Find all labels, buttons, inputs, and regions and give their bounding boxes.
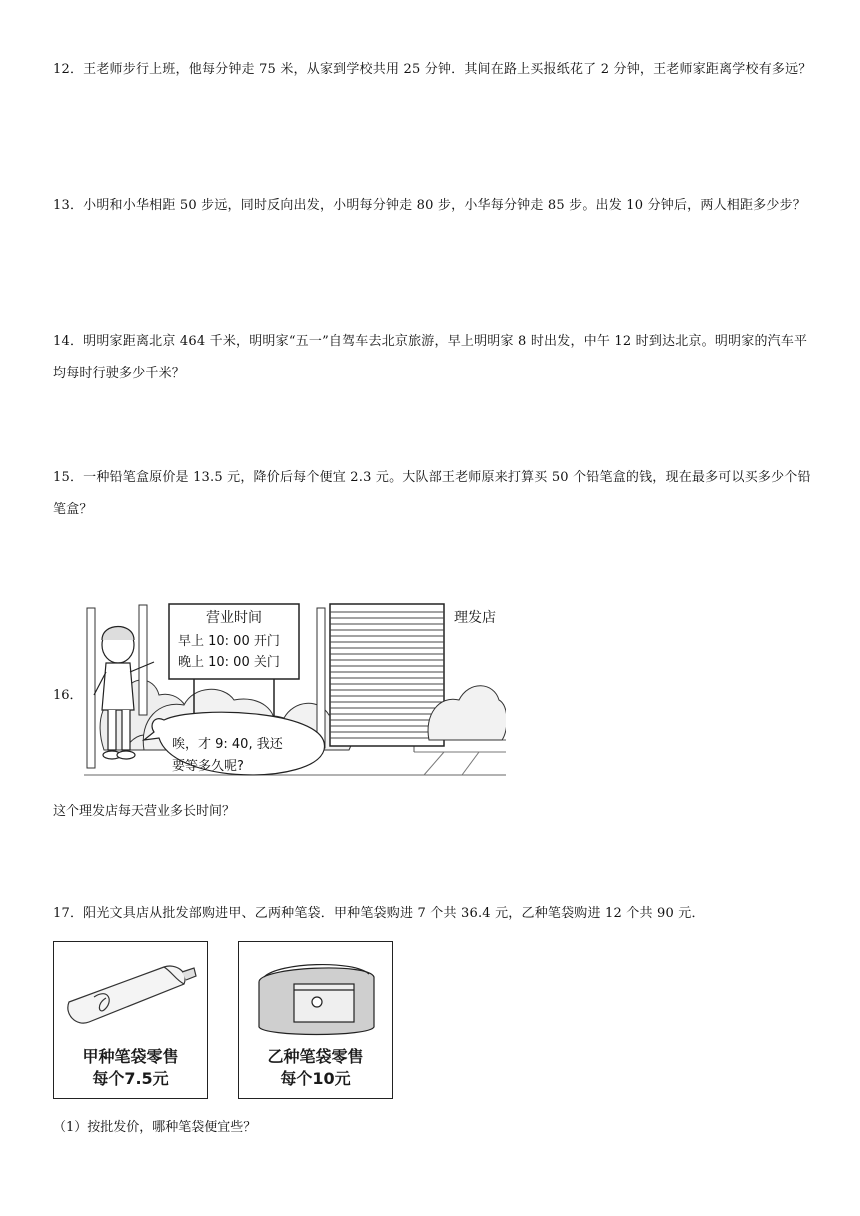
- question-16-number: 16．: [53, 688, 83, 703]
- bubble-line-1: 唉，才 9: 40, 我还: [172, 737, 283, 752]
- bag-a-caption-line1: 甲种笔袋零售: [82, 1047, 179, 1066]
- bag-a-caption-line2: 每个7.5元: [92, 1069, 169, 1088]
- question-14: 14．明明家距离北京 464 千米，明明家“五一”自驾车去北京旅游，早上明明家 8 时出发，中午 12 时到达北京。明明家的汽车平均每时行驶多少千米？: [53, 334, 808, 381]
- shop-shutter: [330, 604, 444, 746]
- question-12: 12．王老师步行上班，他每分钟走 75 米，从家到学校共用 25 分钟．其间在路上买报纸花了 2 分钟，王老师家距离学校有多远？: [53, 62, 812, 77]
- question-17-sub-1: （1）按批发价，哪种笔袋便宜些？: [53, 1120, 257, 1135]
- bag-b-caption-line1: 乙种笔袋零售: [267, 1047, 364, 1066]
- pencil-bag-b-card: [238, 941, 393, 1099]
- sign-close-time: 晚上 10: 00 关门: [178, 655, 280, 670]
- question-13: 13．小明和小华相距 50 步远，同时反向出发，小明每分钟走 80 步，小华每分钟走 85 步。出发 10 分钟后，两人相距多少步？: [53, 198, 806, 213]
- shop-label: 理发店: [454, 610, 496, 626]
- question-15: 15．一种铅笔盒原价是 13.5 元，降价后每个便宜 2.3 元。大队部王老师原来打算买 50 个铅笔盒的钱，现在最多可以买多少个铅笔盒？: [53, 470, 811, 517]
- question-16-text: 这个理发店每天营业多长时间？: [53, 804, 236, 819]
- pencil-bag-a-card: [53, 941, 208, 1099]
- bubble-line-2: 要等多久呢?: [172, 759, 244, 774]
- bag-b-caption-line2: 每个10元: [280, 1069, 351, 1088]
- barber-shop-illustration: [84, 600, 506, 790]
- question-17: 17．阳光文具店从批发部购进甲、乙两种笔袋．甲种笔袋购进 7 个共 36.4 元，乙种笔袋购进 12 个共 90 元．: [53, 906, 705, 921]
- pencil-bag-b-icon: [239, 942, 391, 1042]
- pencil-bag-a-icon: [54, 942, 206, 1042]
- sign-title: 营业时间: [206, 610, 262, 626]
- barber-shop-scene: [84, 600, 506, 790]
- sign-open-time: 早上 10: 00 开门: [178, 634, 280, 649]
